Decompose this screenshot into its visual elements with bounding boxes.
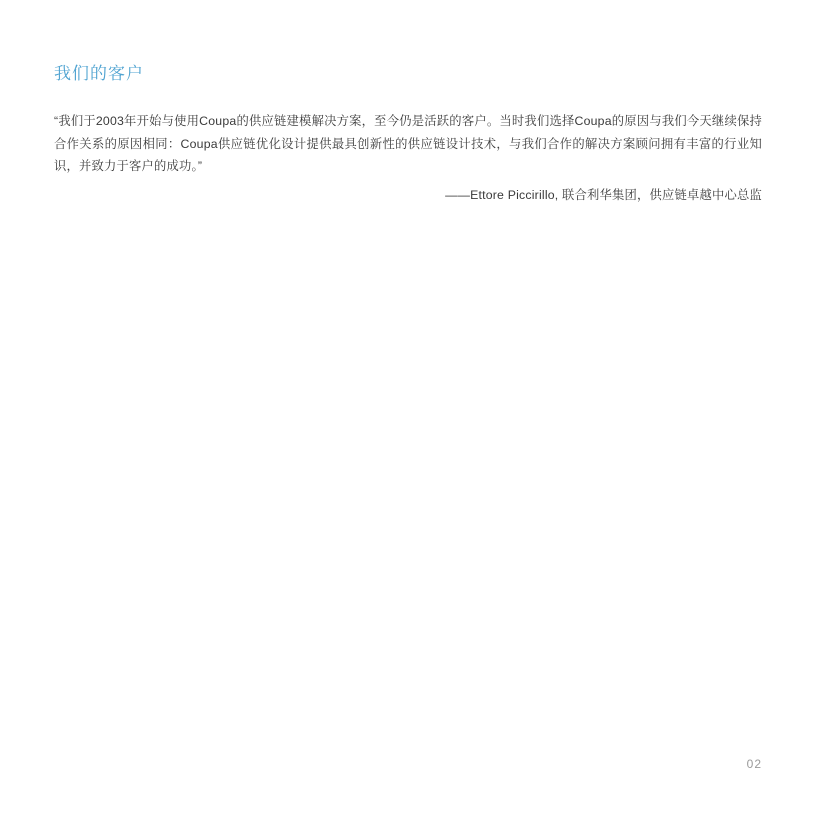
- page-title: 我们的客户: [54, 64, 144, 83]
- page-content: [54, 62, 762, 207]
- quote-attribution: ——Ettore Piccirillo, 联合利华集团，供应链卓越中心总监: [445, 188, 762, 202]
- customer-quote-text: “我们于2003年开始与使用Coupa的供应链建模解决方案，至今仍是活跃的客户。当时我们选择Coupa的原因与我们今天继续保持合作关系的原因相同：Coupa供应链优化设计提供最具创新性的供应链设计技术，与我们合作的解决方案顾问拥有丰富的行业知识，并致力于客户的成功。”: [54, 113, 762, 174]
- page-number: 02: [746, 757, 762, 771]
